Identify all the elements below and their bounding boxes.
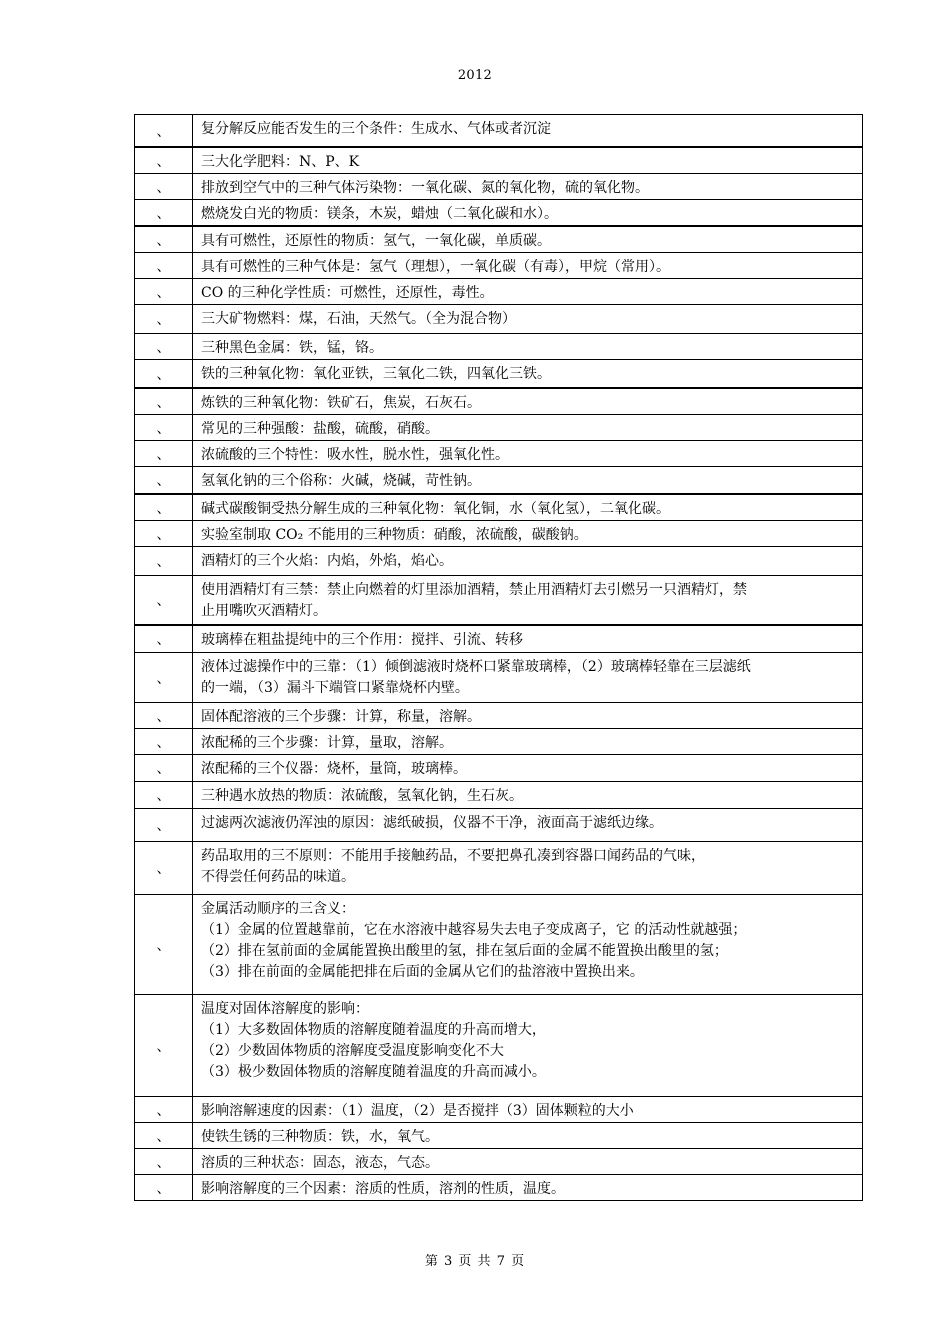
text-line: 影响溶解度的三个因素：溶质的性质，溶剂的性质，温度。 (201, 1180, 565, 1197)
row-number: 、 (135, 728, 193, 754)
row-number: 、 (135, 702, 193, 728)
table-row (135, 1148, 863, 1174)
row-number: 、 (135, 994, 193, 1096)
table-row (135, 226, 863, 253)
table-row (135, 441, 863, 467)
text-line: （2）少数固体物质的溶解度受温度影响变化不大 (201, 1042, 504, 1059)
row-number: 、 (135, 415, 193, 441)
table-row (135, 1122, 863, 1148)
text-line: （3）极少数固体物质的溶解度随着温度的升高而减小。 (201, 1063, 546, 1080)
text-line: 三大矿物燃料：煤，石油，天然气。（全为混合物） (201, 310, 516, 327)
row-text (193, 304, 863, 333)
row-text (193, 994, 863, 1096)
row-text (193, 199, 863, 226)
text-line: 固体配溶液的三个步骤：计算，称量，溶解。 (201, 708, 481, 725)
text-line: 三大化学肥料：N、P、K (201, 153, 360, 170)
page-header: 2012 (457, 68, 493, 83)
table-row (135, 199, 863, 226)
row-text (193, 728, 863, 754)
text-line: 酒精灯的三个火焰：内焰，外焰，焰心。 (201, 552, 453, 569)
text-line: 铁的三种氧化物：氧化亚铁，三氧化二铁，四氧化三铁。 (201, 365, 551, 382)
text-line: 药品取用的三不原则：不能用手接触药品，不要把鼻孔凑到容器口闻药品的气味， (201, 847, 705, 864)
text-line: （1）大多数固体物质的溶解度随着温度的升高而增大， (201, 1021, 546, 1038)
row-text (193, 841, 863, 894)
row-text (193, 894, 863, 994)
row-text (193, 1148, 863, 1174)
row-text (193, 278, 863, 304)
row-number: 、 (135, 1148, 193, 1174)
row-text (193, 575, 863, 625)
row-number: 、 (135, 147, 193, 174)
table-row (135, 994, 863, 1096)
table-row (135, 333, 863, 359)
text-line: 浓配稀的三个仪器：烧杯，量筒，玻璃棒。 (201, 760, 467, 777)
text-line: 溶质的三种状态：固态，液态，气态。 (201, 1154, 439, 1171)
text-line: 金属活动顺序的三含义： (201, 900, 355, 917)
row-number: 、 (135, 754, 193, 781)
row-number: 、 (135, 226, 193, 253)
row-text (193, 1174, 863, 1200)
row-number: 、 (135, 1174, 193, 1200)
row-number: 、 (135, 575, 193, 625)
text-line: 炼铁的三种氧化物：铁矿石，焦炭，石灰石。 (201, 395, 481, 411)
row-text (193, 808, 863, 841)
text-line: 具有可燃性，还原性的物质：氢气，一氧化碳，单质碳。 (201, 232, 551, 249)
row-number: 、 (135, 1096, 193, 1122)
row-number: 、 (135, 173, 193, 199)
text-line: 温度对固体溶解度的影响： (201, 1000, 369, 1017)
text-line: 三种黑色金属：铁，锰，铬。 (201, 339, 383, 356)
row-number: 、 (135, 467, 193, 494)
row-number: 、 (135, 278, 193, 304)
text-line: CO 的三种化学性质：可燃性，还原性，毒性。 (201, 284, 494, 301)
text-line: 使用酒精灯有三禁：禁止向燃着的灯里添加酒精，禁止用酒精灯去引燃另一只酒精灯，禁 (201, 581, 747, 598)
row-text (193, 415, 863, 441)
text-line: 浓配稀的三个步骤：计算，量取，溶解。 (201, 734, 453, 751)
facts-table-body (135, 115, 863, 1201)
row-text (193, 652, 863, 702)
table-row (135, 359, 863, 388)
text-line: 液体过滤操作中的三靠：（1）倾倒滤液时烧杯口紧靠玻璃棒，（2）玻璃棒轻靠在三层滤纸 (201, 658, 751, 675)
text-line: （3）排在前面的金属能把排在后面的金属从它们的盐溶液中置换出来。 (201, 963, 644, 980)
text-line: 排放到空气中的三种气体污染物：一氧化碳、氮的氧化物，硫的氧化物。 (201, 179, 649, 196)
row-text (193, 147, 863, 174)
table-row (135, 147, 863, 174)
row-number: 、 (135, 494, 193, 521)
table-row (135, 652, 863, 702)
text-line: 浓硫酸的三个特性：吸水性，脱水性，强氧化性。 (201, 447, 509, 463)
table-row (135, 173, 863, 199)
table-row (135, 304, 863, 333)
table-row (135, 388, 863, 415)
row-text (193, 388, 863, 415)
row-number: 、 (135, 388, 193, 415)
text-line: 止用嘴吹灭酒精灯。 (201, 602, 327, 619)
text-line: 过滤两次滤液仍浑浊的原因：滤纸破损，仪器不干净，液面高于滤纸边缘。 (201, 814, 663, 831)
row-number: 、 (135, 441, 193, 467)
row-number: 、 (135, 808, 193, 841)
row-number: 、 (135, 199, 193, 226)
text-line: 碱式碳酸铜受热分解生成的三种氧化物：氧化铜，水（氧化氢），二氧化碳。 (201, 500, 670, 517)
row-text (193, 359, 863, 388)
table-row (135, 278, 863, 304)
row-number: 、 (135, 894, 193, 994)
table-row (135, 841, 863, 894)
table-row (135, 415, 863, 441)
text-line: （2）排在氢前面的金属能置换出酸里的氢，排在氢后面的金属不能置换出酸里的氢； (201, 942, 728, 959)
row-number: 、 (135, 359, 193, 388)
row-text (193, 252, 863, 278)
row-number: 、 (135, 520, 193, 546)
text-line: 常见的三种强酸：盐酸，硫酸，硝酸。 (201, 421, 439, 437)
table-row (135, 808, 863, 841)
table-row (135, 728, 863, 754)
row-number: 、 (135, 841, 193, 894)
row-number: 、 (135, 115, 193, 147)
row-text (193, 226, 863, 253)
row-text (193, 781, 863, 808)
table-row (135, 1096, 863, 1122)
text-line: 氢氧化钠的三个俗称：火碱，烧碱，苛性钠。 (201, 473, 481, 489)
table-row (135, 702, 863, 728)
row-text (193, 333, 863, 359)
text-line: 实验室制取 CO₂ 不能用的三种物质：硝酸，浓硫酸，碳酸钠。 (201, 526, 588, 543)
table-row (135, 575, 863, 625)
table-row (135, 494, 863, 521)
row-number: 、 (135, 652, 193, 702)
text-line: 燃烧发白光的物质：镁条，木炭，蜡烛（二氧化碳和水）。 (201, 205, 558, 222)
row-number: 、 (135, 252, 193, 278)
text-line: 三种遇水放热的物质：浓硫酸，氢氧化钠，生石灰。 (201, 787, 523, 804)
text-line: 的一端，（3）漏斗下端管口紧靠烧杯内壁。 (201, 679, 469, 696)
row-text (193, 1096, 863, 1122)
table-row (135, 781, 863, 808)
text-line: 玻璃棒在粗盐提纯中的三个作用：搅拌、引流、转移 (201, 632, 523, 648)
table-row (135, 625, 863, 652)
row-text (193, 115, 863, 147)
text-line: （1）金属的位置越靠前，它在水溶液中越容易失去电子变成离子，它 的活动性就越强； (201, 921, 747, 938)
row-text (193, 173, 863, 199)
text-line: 具有可燃性的三种气体是：氢气（理想），一氧化碳（有毒），甲烷（常用）。 (201, 258, 670, 275)
row-number: 、 (135, 781, 193, 808)
text-line: 复分解反应能否发生的三个条件：生成水、气体或者沉淀 (201, 121, 551, 137)
facts-table (134, 114, 863, 1201)
row-text (193, 1122, 863, 1148)
row-text (193, 625, 863, 652)
table-row (135, 1174, 863, 1200)
table-row (135, 115, 863, 147)
row-number: 、 (135, 304, 193, 333)
row-text (193, 494, 863, 521)
text-line: 不得尝任何药品的味道。 (201, 868, 355, 885)
table-row (135, 252, 863, 278)
row-text (193, 467, 863, 494)
row-number: 、 (135, 1122, 193, 1148)
table-row (135, 894, 863, 994)
table-row (135, 467, 863, 494)
table-row (135, 546, 863, 575)
row-number: 、 (135, 625, 193, 652)
page-footer: 第 3 页 共 7 页 (424, 1254, 526, 1269)
table-row (135, 754, 863, 781)
row-text (193, 546, 863, 575)
text-line: 影响溶解速度的因素：（1）温度，（2）是否搅拌（3）固体颗粒的大小 (201, 1102, 634, 1119)
row-number: 、 (135, 546, 193, 575)
row-text (193, 754, 863, 781)
table-row (135, 520, 863, 546)
row-text (193, 441, 863, 467)
row-text (193, 520, 863, 546)
row-text (193, 702, 863, 728)
text-line: 使铁生锈的三种物质：铁，水，氧气。 (201, 1128, 439, 1145)
row-number: 、 (135, 333, 193, 359)
